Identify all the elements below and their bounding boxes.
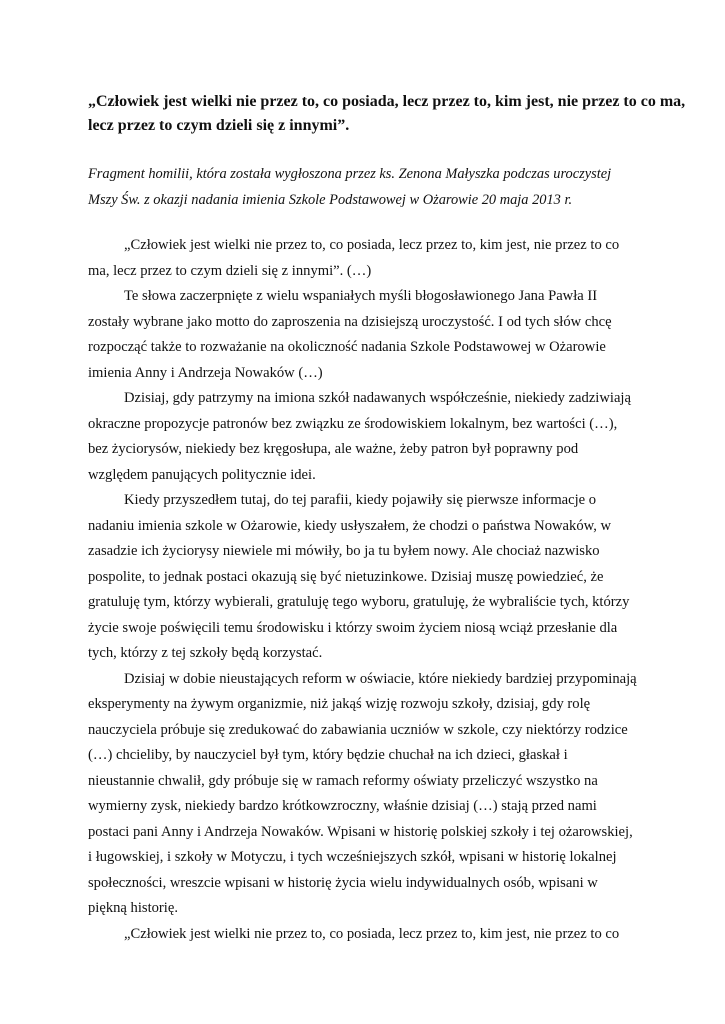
- paragraph: [88, 488, 648, 667]
- text-line: tych, którzy z tej szkoły będą korzystać.: [88, 645, 323, 661]
- paragraph: [88, 284, 648, 386]
- text-line: postaci pani Anny i Andrzeja Nowaków. Wpisani w historię polskiej szkoły i tej ożarowskiej,: [88, 823, 633, 840]
- text-line: wymierny zysk, niekiedy bardzo krótkowzroczny, właśnie dzisiaj (…) stają przed nami: [88, 798, 597, 814]
- text-line: nadaniu imienia szkole w Ożarowie, kiedy usłyszałem, że chodzi o państwa Nowaków, w: [88, 517, 612, 534]
- text-line: względem panujących politycznie idei.: [88, 466, 316, 483]
- homily-text: [88, 233, 648, 947]
- text-line: pospolite, to jednak postaci okazują się być nietuzinkowe. Dzisiaj muszę powiedzieć, że: [88, 568, 604, 585]
- text-line: zostały wybrane jako motto do zaproszenia na dzisiejszą uroczystość. I od tych słów chcę: [88, 313, 612, 330]
- text-line: „Człowiek jest wielki nie przez to, co posiada, lecz przez to, kim jest, nie przez to co: [124, 237, 620, 253]
- text-line: rozpocząć także to rozważanie na okoliczność nadania Szkole Podstawowej w Ożarowie: [88, 339, 606, 355]
- text-line: nauczyciela próbuje się zredukować do zabawiania uczniów w szkole, czy niektórzy rodzice: [88, 721, 628, 738]
- text-line: okraczne propozycje patronów bez związku ze środowiskiem lokalnym, bez wartości (…),: [88, 415, 618, 432]
- text-line: imienia Anny i Andrzeja Nowaków (…): [88, 364, 323, 381]
- text-line: eksperymenty na żywym organizmie, niż jakąś wizję rozwoju szkoły, dzisiaj, gdy rolę: [88, 696, 591, 712]
- text-line: (…) chcieliby, by nauczyciel był tym, który będzie chuchał na ich dzieci, głaskał i: [88, 747, 568, 763]
- text-line: Dzisiaj, gdy patrzymy na imiona szkół nadawanych współcześnie, niekiedy zadziwiają: [124, 390, 631, 406]
- text-line: i ługowskiej, i szkoły w Motyczu, i tych wcześniejszych szkół, wpisani w historię lokalnej: [88, 849, 617, 865]
- text-line: życie swoje poświęcili temu środowisku i którzy swoim życiem niosą wciąż przesłanie dla: [88, 619, 618, 636]
- text-line: Dzisiaj w dobie nieustających reform w oświacie, które niekiedy bardziej przypominają: [124, 670, 637, 687]
- text-line: zasadzie ich życiorysy niewiele mi mówiły, bo ja tu byłem nowy. Ale chociaż nazwisko: [88, 543, 600, 559]
- text-line: Kiedy przyszedłem tutaj, do tej parafii, kiedy pojawiły się pierwsze informacje o: [124, 492, 597, 508]
- text-line: piękną historię.: [88, 900, 178, 916]
- subtitle-line: Fragment homilii, która została wygłoszona przez ks. Zenona Małyszka podczas uroczystej: [88, 166, 612, 182]
- paragraph: [88, 922, 648, 948]
- text-line: ma, lecz przez to czym dzieli się z innymi”. (…): [88, 262, 372, 279]
- text-line: „Człowiek jest wielki nie przez to, co posiada, lecz przez to, kim jest, nie przez to co: [124, 925, 620, 942]
- title-line: lecz przez to czym dzieli się z innymi”.: [88, 117, 350, 134]
- subtitle-line: Mszy Św. z okazji nadania imienia Szkole Podstawowej w Ożarowie 20 maja 2013 r.: [88, 192, 573, 208]
- text-line: Te słowa zaczerpnięte z wielu wspaniałych myśli błogosławionego Jana Pawła II: [124, 288, 598, 304]
- paragraph: [88, 667, 648, 922]
- paragraph: [88, 386, 648, 488]
- text-line: nieustannie chwalił, gdy próbuje się w ramach reformy oświaty przeliczyć wszystko na: [88, 772, 598, 789]
- text-line: społeczności, wreszcie wpisani w historię życia wielu indywidualnych osób, wpisani w: [88, 874, 598, 891]
- document-subtitle: [88, 161, 648, 213]
- paragraph: [88, 233, 648, 284]
- document-title: [88, 90, 686, 138]
- text-line: bez życiorysów, niekiedy bez kręgosłupa, ale ważne, żeby patron był poprawny pod: [88, 441, 579, 457]
- text-line: gratuluję tym, którzy wybierali, gratuluję tego wyboru, gratuluję, że wybraliście tych, którzy: [88, 594, 630, 610]
- title-line: „Człowiek jest wielki nie przez to, co posiada, lecz przez to, kim jest, nie przez to co ma,: [88, 93, 686, 110]
